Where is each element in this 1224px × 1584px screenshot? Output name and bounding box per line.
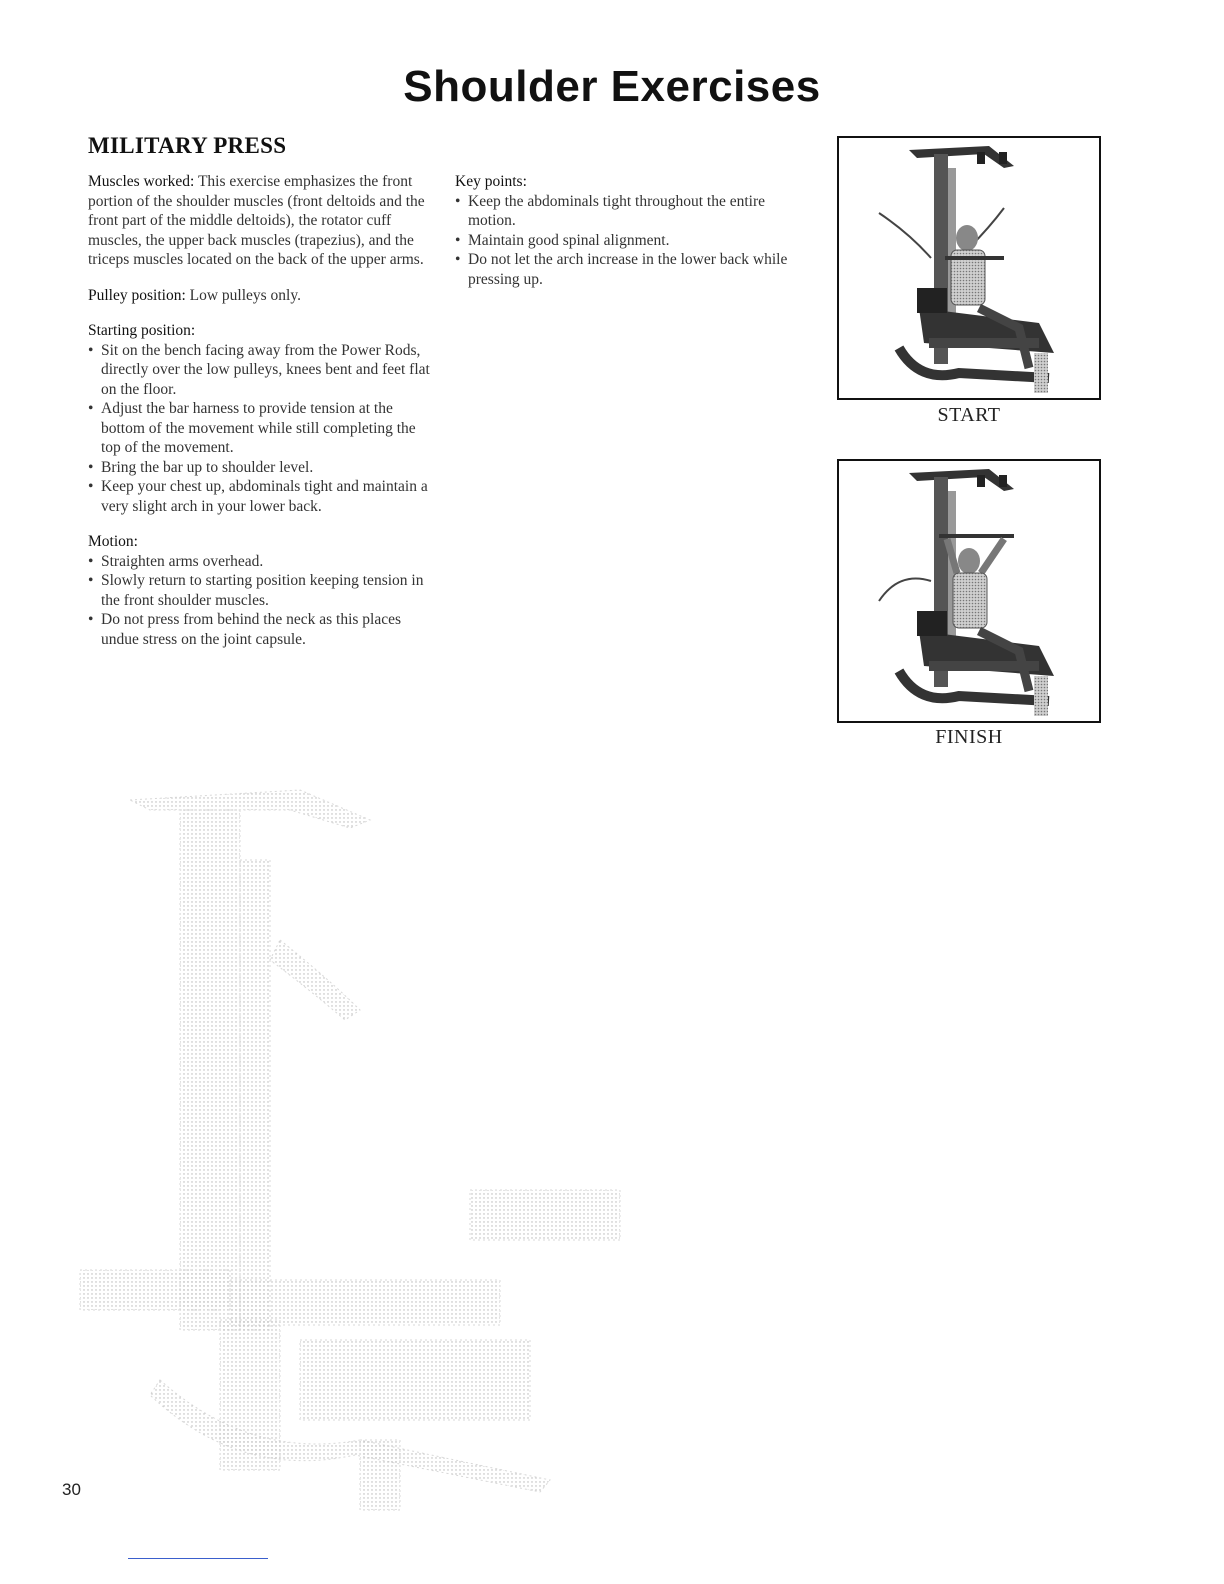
pulley-position-paragraph (88, 286, 438, 306)
motion-list (88, 552, 438, 650)
list-item: • Maintain good spinal alignment. (455, 231, 790, 251)
finish-figure (837, 459, 1101, 723)
page-number: 30 (62, 1480, 81, 1499)
exercise-machine-start-illustration (839, 138, 1099, 398)
list-item: • Adjust the bar harness to provide tension at the bottom of the movement while still completing the top of the movement. (88, 399, 438, 458)
list-item: • Keep your chest up, abdominals tight and maintain a very slight arch in your lower back. (88, 477, 438, 516)
left-column (88, 172, 438, 665)
start-caption: START (937, 404, 1001, 426)
motion-label: Motion: (88, 533, 138, 550)
list-item: • Keep the abdominals tight throughout the entire motion. (455, 192, 790, 231)
pulley-position-text: Low pulleys only. (189, 286, 301, 304)
list-item: • Do not let the arch increase in the lower back while pressing up. (455, 250, 790, 289)
key-points-list (455, 192, 790, 290)
start-figure (837, 136, 1101, 400)
starting-position-label: Starting position: (88, 322, 196, 339)
machine-watermark-illustration (70, 780, 630, 1520)
muscles-worked-paragraph (88, 172, 438, 270)
section-heading: MILITARY PRESS (88, 133, 287, 158)
key-points-label: Key points: (455, 173, 527, 190)
muscles-worked-label: Muscles worked: (88, 173, 195, 190)
finish-caption: FINISH (935, 726, 1003, 748)
middle-column (455, 172, 790, 305)
list-item: • Slowly return to starting position keeping tension in the front shoulder muscles. (88, 571, 438, 610)
exercise-machine-finish-illustration (839, 461, 1099, 721)
muscles-worked-text: This exercise emphasizes the front portion of the shoulder muscles (front deltoids and the front part of the middle deltoids), the rotator cuff muscles, the upper back muscles (trapezius), and the triceps muscles located on the back of the upper arms. (88, 173, 425, 268)
list-item: • Straighten arms overhead. (88, 552, 438, 572)
page-title: Shoulder Exercises (403, 62, 821, 111)
list-item: • Sit on the bench facing away from the Power Rods, directly over the low pulleys, knees bent and feet flat on the floor. (88, 341, 438, 400)
list-item: • Do not press from behind the neck as this places undue stress on the joint capsule. (88, 610, 438, 649)
list-item: • Bring the bar up to shoulder level. (88, 458, 438, 478)
footer-rule (128, 1558, 268, 1559)
starting-position-list (88, 341, 438, 517)
pulley-position-label: Pulley position: (88, 286, 186, 304)
